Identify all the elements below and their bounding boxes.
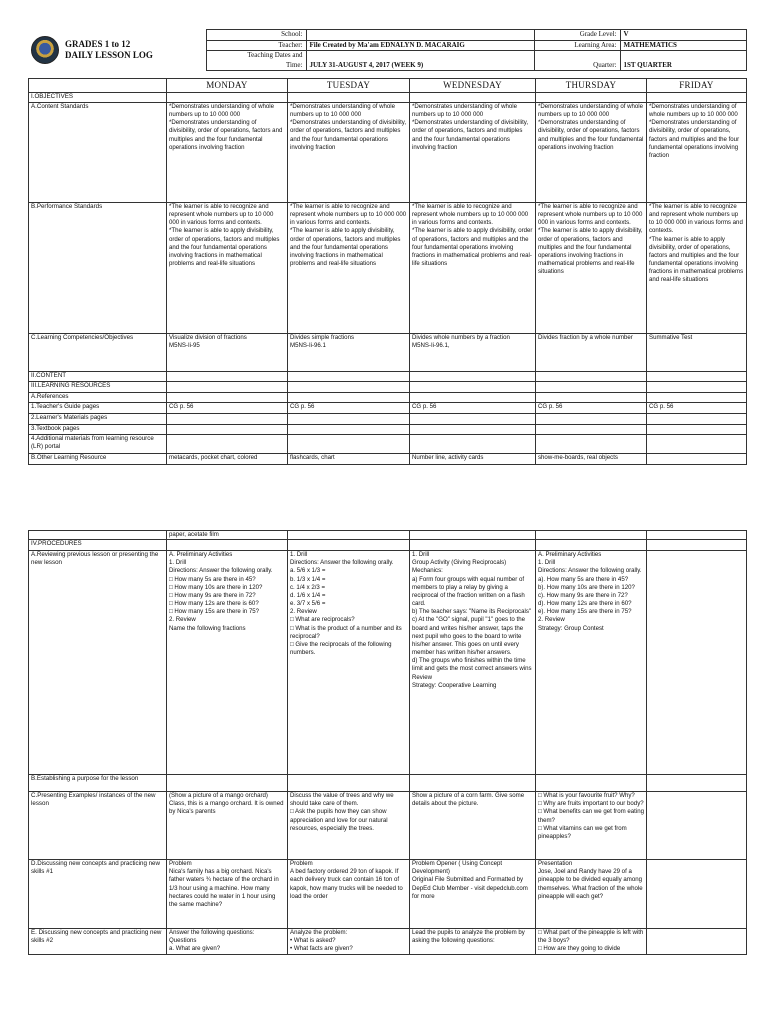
table-cell-monday (167, 382, 288, 393)
lesson-log-table-page2 (28, 530, 747, 955)
header-table (28, 29, 747, 71)
area-label: Learning Area: (534, 40, 620, 51)
table-row (29, 382, 747, 393)
table-row (29, 93, 747, 103)
table-cell-tuesday (288, 393, 410, 403)
table-cell-tuesday: *The learner is able to recognize and represent whole numbers up to 10 000 000 in various forms and contexts. *The learner is able to apply divisibility, order of operations, factors and multiples and the four fundamental operations involving fractions in mathematical problems and real-life situations (288, 203, 410, 334)
row-label: A.Content Standards (29, 103, 167, 203)
table-cell-monday: A. Preliminary Activities 1. Drill Directions: Answer the following orally. □ How many 5s are there in 45? □ How many 10s are there in 120? □ How many 9s are there in 72? □ How many 12s are there is 60? □ How many 15s are there in 75? 2. Review Name the following fractions (167, 551, 288, 775)
table-cell-monday: Visualize division of fractions M5NS-Ii-95 (167, 334, 288, 372)
teacher-value: File Created by Ma'am EDNALYN D. MACARAIG (306, 40, 534, 51)
dates-value: JULY 31-AUGUST 4, 2017 (WEEK 9) (306, 51, 534, 71)
day-header-wednesday: WEDNESDAY (410, 79, 536, 93)
table-row (29, 792, 747, 860)
lesson-log-table-page1 (28, 78, 747, 465)
table-cell-tuesday: Discuss the value of trees and why we should take care of them. □ Ask the pupils how they can show appreciation and love for our natural resources, especially the trees. (288, 792, 410, 860)
logo-block (28, 30, 206, 71)
table-cell-wednesday: *The learner is able to recognize and represent whole numbers up to 10 000 000 in various forms and contexts. *The learner is able to apply divisibility, order of operations, factors and multiples and the four fundamental operations involving fractions in mathematical problems and real-life situations (410, 203, 536, 334)
table-row (29, 454, 747, 465)
table-cell-thursday (536, 775, 647, 792)
table-cell-monday (167, 775, 288, 792)
table-row (29, 540, 747, 551)
table-cell-thursday: show-me-boards, real objects (536, 454, 647, 465)
row-label: IV.PROCEDURES (29, 540, 167, 551)
table-cell-wednesday: CG p. 56 (410, 403, 536, 414)
table-cell-thursday (536, 382, 647, 393)
table-row (29, 414, 747, 425)
table-cell-wednesday (410, 382, 536, 393)
day-header-monday: MONDAY (167, 79, 288, 93)
table-cell-friday (647, 551, 747, 775)
table-cell-thursday (536, 414, 647, 425)
school-label: School: (206, 30, 306, 41)
table-cell-thursday: *The learner is able to recognize and represent whole numbers up to 10 000 000 in various forms and contexts. *The learner is able to apply divisibility, order of operations, factors and multiples and the four fundamental operations involving fractions in mathematical problems and real-life situations (536, 203, 647, 334)
table-cell-friday (647, 531, 747, 540)
table-cell-thursday (536, 93, 647, 103)
table-row (29, 531, 747, 540)
table-cell-tuesday: Divides simple fractions M5NS-Ii-96.1 (288, 334, 410, 372)
row-label: 4.Additional materials from learning resource (LR) portal (29, 435, 167, 454)
table-row (29, 372, 747, 382)
table-cell-tuesday: 1. Drill Directions: Answer the following orally. a. 5/6 x 1/3 = b. 1/3 x 1/4 = c. 1/4 x 2/3 = d. 1/6 x 1/4 = e. 3/7 x 5/6 = 2. Review □ What are reciprocals? □ What is the product of a number and its reciprocal? □ Give the reciprocals of the following numbers. (288, 551, 410, 775)
dates-label (206, 51, 306, 71)
table-cell-wednesday: Lead the pupils to analyze the problem by asking the following questions: (410, 929, 536, 955)
row-label: 3.Textbook pages (29, 425, 167, 435)
table-cell-tuesday (288, 531, 410, 540)
table-row (29, 435, 747, 454)
table-row (29, 203, 747, 334)
table-cell-tuesday (288, 372, 410, 382)
table-cell-wednesday: 1. Drill Group Activity (Giving Reciprocals) Mechanics: a) Form four groups with equal number of members to play a relay by giving a reciprocal of the fraction written on a flash card. b) The teacher says: "Name its Reciprocals" c) At the "GO" signal, pupil "1" goes to the board and writes his/her answer, taps the next pupil who goes to the board to write his/her answer. This goes on until every member has written his/her answers. d) The groups who finishes within the time limit and gets the most correct answers wins Review Strategy: Cooperative Learning (410, 551, 536, 775)
table-cell-thursday: CG p. 56 (536, 403, 647, 414)
table-cell-friday (647, 93, 747, 103)
row-label: C.Learning Competencies/Objectives (29, 334, 167, 372)
table-cell-monday (167, 540, 288, 551)
table-cell-friday: *The learner is able to recognize and represent whole numbers up to 10 000 000 in various forms and contexts. *The learner is able to apply divisibility, order of operations, factors and multiples and the four fundamental operations involving fractions in mathematical problems and real-life situations (647, 203, 747, 334)
table-cell-friday (647, 860, 747, 929)
corner-cell (29, 79, 167, 93)
deped-seal-icon (31, 36, 59, 64)
table-cell-thursday (536, 540, 647, 551)
grade-value: V (620, 30, 746, 41)
table-cell-friday (647, 435, 747, 454)
table-cell-thursday: Presentation Jose, Joel and Randy have 29 of a pineapple to be divided equally among themselves. What fraction of the whole pineapple will each get? (536, 860, 647, 929)
row-label: A.Reviewing previous lesson or presenting the new lesson (29, 551, 167, 775)
table-cell-tuesday (288, 382, 410, 393)
table-row (29, 929, 747, 955)
table-cell-wednesday: Problem Opener ( Using Concept Development) Original File Submitted and Formatted by DepEd Club Member - visit depedclub.com for more (410, 860, 536, 929)
day-header-friday: FRIDAY (647, 79, 747, 93)
table-cell-friday (647, 425, 747, 435)
table-cell-tuesday: *Demonstrates understanding of whole numbers up to 10 000 000 *Demonstrates understanding of divisibility, order of operations, factors and multiples and the four fundamental operations involving fraction (288, 103, 410, 203)
table-cell-friday (647, 792, 747, 860)
table-cell-monday (167, 372, 288, 382)
table-row (29, 334, 747, 372)
day-header-thursday: THURSDAY (536, 79, 647, 93)
table-cell-thursday: □ What part of the pineapple is left with the 3 boys? □ How are they going to divide (536, 929, 647, 955)
table-row (29, 860, 747, 929)
logo-title-line1: GRADES 1 to 12 (65, 39, 131, 49)
table-cell-wednesday (410, 531, 536, 540)
table-cell-monday: Problem Nica's family has a big orchard. Nica's father waters ¾ hectare of the orchard in 1/3 hour using a machine. How many hectares could he water in 1 hour using the same machine? (167, 860, 288, 929)
table-cell-wednesday (410, 775, 536, 792)
table-cell-monday (167, 435, 288, 454)
row-label: D.Discussing new concepts and practicing new skills #1 (29, 860, 167, 929)
table-cell-wednesday: Divides whole numbers by a fraction M5NS-Ii-96.1, (410, 334, 536, 372)
table-cell-wednesday (410, 425, 536, 435)
table-cell-monday: *Demonstrates understanding of whole numbers up to 10 000 000 *Demonstrates understanding of divisibility, order of operations, factors and multiples and the four fundamental operations involving fraction (167, 103, 288, 203)
table-cell-monday: (Show a picture of a mango orchard) Class, this is a mango orchard. It is owned by Nica's parents (167, 792, 288, 860)
teacher-label: Teacher: (206, 40, 306, 51)
table-cell-monday (167, 414, 288, 425)
row-label: B.Other Learning Resource (29, 454, 167, 465)
row-label (29, 531, 167, 540)
table-row (29, 393, 747, 403)
school-value (306, 30, 534, 41)
row-label: 2.Learner's Materials pages (29, 414, 167, 425)
table-cell-friday: CG p. 56 (647, 403, 747, 414)
row-label: B.Establishing a purpose for the lesson (29, 775, 167, 792)
table-row (29, 425, 747, 435)
table-cell-thursday: *Demonstrates understanding of whole numbers up to 10 000 000 *Demonstrates understanding of divisibility, order of operations, factors and multiples and the four fundamental operations involving fraction (536, 103, 647, 203)
table-cell-monday: metacards, pocket chart, colored (167, 454, 288, 465)
table-cell-tuesday: CG p. 56 (288, 403, 410, 414)
table-cell-wednesday: *Demonstrates understanding of whole numbers up to 10 000 000 *Demonstrates understanding of divisibility, order of operations, factors and multiples and the four fundamental operations involving fraction (410, 103, 536, 203)
table-cell-thursday: □ What is your favourite fruit? Why? □ Why are fruits important to our body? □ What benefits can we get from eating them? □ What vitamins can we get from pineapples? (536, 792, 647, 860)
table-cell-tuesday (288, 540, 410, 551)
table-cell-wednesday (410, 393, 536, 403)
table-cell-wednesday: Number line, activity cards (410, 454, 536, 465)
table-cell-thursday (536, 393, 647, 403)
row-label: C.Presenting Examples/ instances of the new lesson (29, 792, 167, 860)
row-label: 1.Teacher's Guide pages (29, 403, 167, 414)
quarter-value: 1ST QUARTER (620, 51, 746, 71)
table-cell-friday: *Demonstrates understanding of whole numbers up to 10 000 000 *Demonstrates understanding of divisibility, order of operations, factors and multiples and the four fundamental operations involving fraction (647, 103, 747, 203)
table-cell-tuesday: flashcards, chart (288, 454, 410, 465)
table-cell-thursday: Divides fraction by a whole number (536, 334, 647, 372)
table-row (29, 551, 747, 775)
table-cell-wednesday (410, 372, 536, 382)
table-cell-monday: Answer the following questions: Questions a. What are given? (167, 929, 288, 955)
table-cell-friday (647, 372, 747, 382)
day-header-tuesday: TUESDAY (288, 79, 410, 93)
table-cell-wednesday (410, 435, 536, 454)
table-cell-friday (647, 929, 747, 955)
table-cell-thursday: A. Preliminary Activities 1. Drill Directions: Answer the following orally. a). How many 5s are there in 45? b). How many 10s are there in 120? c). How many 9s are there in 72? d). How many 12s are there in 60? e). How many 15s are there in 75? 2. Review Strategy: Group Contest (536, 551, 647, 775)
table-row (29, 103, 747, 203)
table-cell-thursday (536, 435, 647, 454)
table-cell-tuesday: Problem A bed factory ordered 29 ton of kapok. If each delivery truck can contain 16 ton of kapok, how many trucks will be needed to load the order (288, 860, 410, 929)
table-cell-thursday (536, 425, 647, 435)
table-cell-tuesday (288, 425, 410, 435)
row-label: E. Discussing new concepts and practicing new skills #2 (29, 929, 167, 955)
table-cell-friday (647, 775, 747, 792)
table-cell-wednesday (410, 540, 536, 551)
table-row (29, 775, 747, 792)
table-cell-monday (167, 425, 288, 435)
quarter-label: Quarter: (534, 51, 620, 71)
table-cell-friday (647, 540, 747, 551)
row-label: III.LEARNING RESOURCES (29, 382, 167, 393)
table-cell-friday (647, 414, 747, 425)
table-cell-friday: Summative Test (647, 334, 747, 372)
table-cell-wednesday (410, 93, 536, 103)
row-label: A.References (29, 393, 167, 403)
row-label: B.Performance Standards (29, 203, 167, 334)
dates-label-line2: Time: (286, 60, 303, 69)
area-value: MATHEMATICS (620, 40, 746, 51)
grade-label: Grade Level: (534, 30, 620, 41)
table-cell-thursday (536, 372, 647, 382)
table-cell-friday (647, 454, 747, 465)
table-cell-monday: *The learner is able to recognize and represent whole numbers up to 10 000 000 in various forms and contexts. *The learner is able to apply divisibility, order of operations, factors and multiples and the four fundamental operations involving fractions in mathematical problems and real-life situations (167, 203, 288, 334)
table-cell-monday: CG p. 56 (167, 403, 288, 414)
table-cell-tuesday (288, 414, 410, 425)
logo-title-line2: DAILY LESSON LOG (65, 50, 153, 60)
table-cell-monday (167, 393, 288, 403)
table-cell-monday (167, 93, 288, 103)
table-cell-wednesday (410, 414, 536, 425)
table-cell-thursday (536, 531, 647, 540)
table-cell-wednesday: Show a picture of a corn farm. Give some details about the picture. (410, 792, 536, 860)
table-cell-tuesday (288, 775, 410, 792)
table-cell-tuesday (288, 435, 410, 454)
row-label: I.OBJECTIVES (29, 93, 167, 103)
dates-label-line1: Teaching Dates and (247, 51, 303, 59)
table-cell-friday (647, 393, 747, 403)
table-cell-tuesday: Analyze the problem: • What is asked? • What facts are given? (288, 929, 410, 955)
table-cell-friday (647, 382, 747, 393)
table-cell-tuesday (288, 93, 410, 103)
table-cell-monday: paper, acetate film (167, 531, 288, 540)
table-row (29, 403, 747, 414)
row-label: II.CONTENT (29, 372, 167, 382)
